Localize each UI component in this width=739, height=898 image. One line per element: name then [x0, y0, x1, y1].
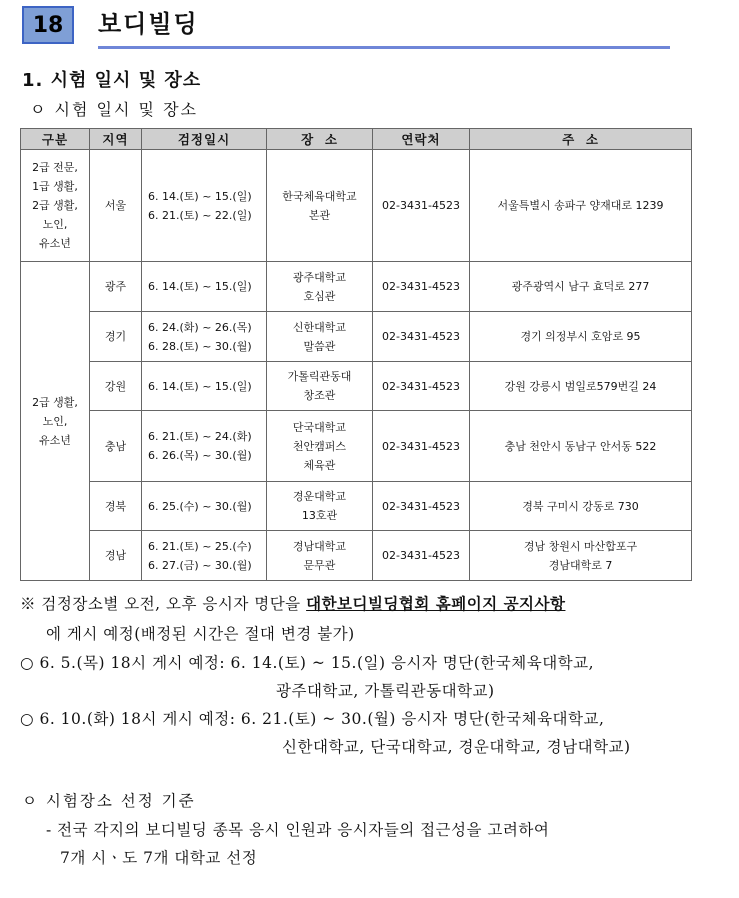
header-category: 구분 [21, 129, 90, 150]
phone-cell: 02-3431-4523 [373, 411, 470, 482]
address-cell: 경북 구미시 강동로 730 [470, 482, 692, 531]
header-address: 주 소 [470, 129, 692, 150]
note-notice: ※ 검정장소별 오전, 오후 응시자 명단을 대한보디빌딩협회 홈페이지 공지사항 [20, 595, 566, 613]
venue-cell: 단국대학교 천안캠퍼스 체육관 [267, 411, 373, 482]
note-notice-line2: 에 게시 예정(배정된 시간은 절대 변경 불가) [46, 625, 355, 643]
criteria-heading: ㅇ 시험장소 선정 기준 [22, 792, 196, 810]
dates-cell: 6. 14.(토) ~ 15.(일) [142, 262, 267, 312]
venue-cell: 가톨릭관동대 창조관 [267, 362, 373, 411]
category-cell: 2급 생활, 노인, 유소년 [21, 262, 90, 581]
address-cell: 경기 의정부시 호암로 95 [470, 312, 692, 362]
table-row [21, 262, 692, 312]
category-cell: 2급 전문, 1급 생활, 2급 생활, 노인, 유소년 [21, 150, 90, 262]
note-second-posting-line2: 신한대학교, 단국대학교, 경운대학교, 경남대학교) [282, 738, 631, 756]
table-row [21, 312, 692, 362]
venue-cell: 한국체육대학교 본관 [267, 150, 373, 262]
phone-cell: 02-3431-4523 [373, 262, 470, 312]
phone-cell: 02-3431-4523 [373, 362, 470, 411]
region-cell: 경기 [90, 312, 142, 362]
venue-cell: 광주대학교 호심관 [267, 262, 373, 312]
title-underline [98, 46, 670, 49]
note-first-posting-line2: 광주대학교, 가톨릭관동대학교) [276, 682, 495, 700]
document-header [22, 4, 672, 48]
region-cell: 광주 [90, 262, 142, 312]
region-cell: 강원 [90, 362, 142, 411]
note-second-posting: ○ 6. 10.(화) 18시 게시 예정: 6. 21.(토) ~ 30.(월) 응시자 명단(한국체육대학교, [20, 710, 605, 728]
criteria-line1: - 전국 각지의 보디빌딩 종목 응시 인원과 응시자들의 접근성을 고려하여 [46, 821, 550, 839]
dates-cell: 6. 14.(토) ~ 15.(일) [142, 362, 267, 411]
table-row [21, 362, 692, 411]
address-cell: 강원 강릉시 범일로579번길 24 [470, 362, 692, 411]
schedule-table [20, 128, 692, 581]
table-row [21, 531, 692, 581]
table-header-row [21, 129, 692, 150]
region-cell: 충남 [90, 411, 142, 482]
section-subheading: ㅇ 시험 일시 및 장소 [30, 100, 198, 119]
header-dates: 검정일시 [142, 129, 267, 150]
address-cell: 경남 창원시 마산합포구 경남대학로 7 [470, 531, 692, 581]
table-row [21, 150, 692, 262]
phone-cell: 02-3431-4523 [373, 531, 470, 581]
header-venue: 장 소 [267, 129, 373, 150]
association-notice-link: 대한보디빌딩협회 홈페이지 공지사항 [306, 595, 566, 613]
dates-cell: 6. 25.(수) ~ 30.(월) [142, 482, 267, 531]
address-cell: 광주광역시 남구 효덕로 277 [470, 262, 692, 312]
dates-cell: 6. 21.(토) ~ 25.(수) 6. 27.(금) ~ 30.(월) [142, 531, 267, 581]
dates-cell: 6. 21.(토) ~ 24.(화) 6. 26.(목) ~ 30.(월) [142, 411, 267, 482]
header-phone: 연락처 [373, 129, 470, 150]
region-cell: 경북 [90, 482, 142, 531]
header-region: 지역 [90, 129, 142, 150]
phone-cell: 02-3431-4523 [373, 150, 470, 262]
dates-cell: 6. 24.(화) ~ 26.(목) 6. 28.(토) ~ 30.(월) [142, 312, 267, 362]
criteria-line2: 7개 시ㆍ도 7개 대학교 선정 [60, 849, 258, 867]
phone-cell: 02-3431-4523 [373, 482, 470, 531]
note-first-posting: ○ 6. 5.(목) 18시 게시 예정: 6. 14.(토) ~ 15.(일) 응시자 명단(한국체육대학교, [20, 654, 595, 672]
address-cell: 충남 천안시 동남구 안서동 522 [470, 411, 692, 482]
section-heading: 1. 시험 일시 및 장소 [22, 70, 202, 91]
table-row [21, 482, 692, 531]
venue-cell: 신한대학교 말씀관 [267, 312, 373, 362]
venue-cell: 경운대학교 13호관 [267, 482, 373, 531]
table-row [21, 411, 692, 482]
address-cell: 서울특별시 송파구 양재대로 1239 [470, 150, 692, 262]
phone-cell: 02-3431-4523 [373, 312, 470, 362]
dates-cell: 6. 14.(토) ~ 15.(일) 6. 21.(토) ~ 22.(일) [142, 150, 267, 262]
region-cell: 서울 [90, 150, 142, 262]
region-cell: 경남 [90, 531, 142, 581]
venue-cell: 경남대학교 문무관 [267, 531, 373, 581]
section-number-badge: 18 [22, 6, 74, 44]
document-title: 보디빌딩 [98, 10, 199, 38]
